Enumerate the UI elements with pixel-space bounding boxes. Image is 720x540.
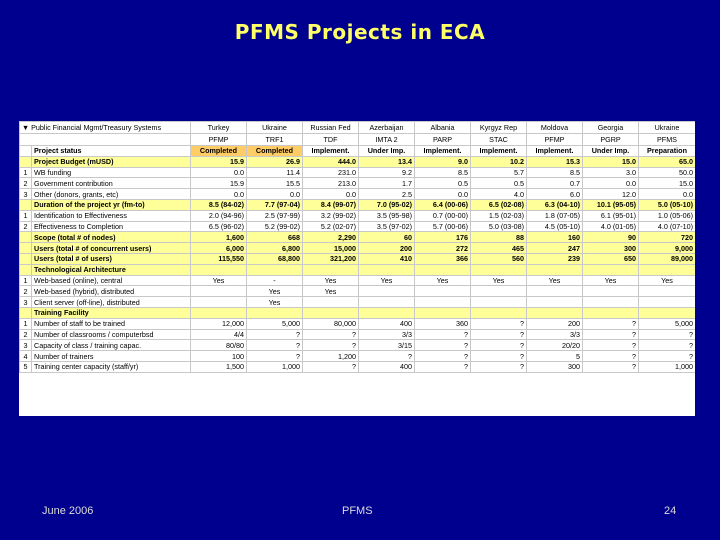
table-cell: Yes (471, 275, 527, 286)
column-country: Turkey (191, 122, 247, 134)
table-row (20, 178, 696, 189)
table-cell: 3.0 (583, 167, 639, 178)
table-cell: ? (471, 329, 527, 340)
table-row (20, 361, 696, 372)
table-cell (303, 307, 359, 318)
table-cell: 4.0 (01-05) (583, 221, 639, 232)
table-cell: 6.5 (96-02) (191, 221, 247, 232)
table-cell: 4.0 (471, 189, 527, 200)
table-cell: 300 (527, 361, 583, 372)
table-cell: 1.7 (359, 178, 415, 189)
row-label: Number of trainers (32, 351, 191, 362)
table-cell: Completed (247, 146, 303, 157)
table-cell: 8.5 (415, 167, 471, 178)
table-cell (527, 286, 583, 297)
table-cell: Yes (247, 286, 303, 297)
row-number: 2 (20, 286, 32, 297)
column-project-code: PFMS (639, 134, 696, 146)
row-number (20, 156, 32, 167)
column-country: Moldova (527, 122, 583, 134)
table-cell: 2,290 (303, 232, 359, 243)
table-cell: 4/4 (191, 329, 247, 340)
header-spacer (20, 134, 191, 146)
table-cell: 1.5 (02-03) (471, 210, 527, 221)
projects-table (19, 121, 695, 373)
table-cell: ? (583, 361, 639, 372)
table-cell: 1,200 (303, 351, 359, 362)
table-cell (527, 297, 583, 308)
table-cell: 650 (583, 253, 639, 264)
row-label: Number of classrooms / computerbsd (32, 329, 191, 340)
table-cell (471, 264, 527, 275)
table-cell: 176 (415, 232, 471, 243)
table-cell: 88 (471, 232, 527, 243)
row-number: 3 (20, 189, 32, 200)
row-number: 1 (20, 167, 32, 178)
table-cell (527, 307, 583, 318)
header-row-project (20, 134, 696, 146)
table-cell (247, 264, 303, 275)
table-cell (583, 297, 639, 308)
table-row (20, 232, 696, 243)
table-row (20, 297, 696, 308)
table-cell (639, 264, 696, 275)
table-cell (191, 297, 247, 308)
table-cell (471, 297, 527, 308)
table-cell: ? (471, 318, 527, 329)
table-cell: - (247, 275, 303, 286)
table-cell: ? (471, 340, 527, 351)
table-cell (415, 286, 471, 297)
table-cell: 90 (583, 232, 639, 243)
table-cell: ? (415, 340, 471, 351)
table-row (20, 340, 696, 351)
table-cell: 0.7 (00-00) (415, 210, 471, 221)
table-cell: 80/80 (191, 340, 247, 351)
table-cell: ? (639, 340, 696, 351)
table-cell: 9,000 (639, 243, 696, 254)
row-number (20, 264, 32, 275)
table-row (20, 146, 696, 157)
table-cell: 115,550 (191, 253, 247, 264)
table-cell: ? (415, 361, 471, 372)
table-cell: 5.0 (03-08) (471, 221, 527, 232)
table-cell: Implement. (471, 146, 527, 157)
table-cell: Yes (191, 275, 247, 286)
table-cell: 560 (471, 253, 527, 264)
table-cell: 400 (359, 318, 415, 329)
column-country: Ukraine (639, 122, 696, 134)
table-cell: 231.0 (303, 167, 359, 178)
table-cell: ? (583, 318, 639, 329)
table-cell: 5.2 (99-02) (247, 221, 303, 232)
table-cell (639, 307, 696, 318)
table-cell: 1.0 (05-06) (639, 210, 696, 221)
table-cell: 1,000 (639, 361, 696, 372)
table-cell (527, 264, 583, 275)
table-cell: 360 (415, 318, 471, 329)
table-cell: 0.7 (527, 178, 583, 189)
table-cell: 0.0 (583, 178, 639, 189)
table-cell (303, 297, 359, 308)
row-label: Project Budget (mUSD) (32, 156, 191, 167)
row-label: Technological Architecture (32, 264, 191, 275)
table-cell: 11.4 (247, 167, 303, 178)
table-cell: 5 (527, 351, 583, 362)
table-cell: ? (471, 351, 527, 362)
row-number (20, 232, 32, 243)
table-cell: 3.5 (97-02) (359, 221, 415, 232)
projects-table-container (19, 121, 695, 416)
table-cell: Under Imp. (359, 146, 415, 157)
row-label: Effectiveness to Completion (32, 221, 191, 232)
row-label: Users (total # of users) (32, 253, 191, 264)
table-cell: 5.2 (02-07) (303, 221, 359, 232)
table-cell: 4.0 (07-10) (639, 221, 696, 232)
table-cell: 4.5 (05-10) (527, 221, 583, 232)
table-cell: 1,000 (247, 361, 303, 372)
table-cell: ? (247, 340, 303, 351)
table-cell: 465 (471, 243, 527, 254)
table-cell: 15,000 (303, 243, 359, 254)
row-label: Identification to Effectiveness (32, 210, 191, 221)
table-row (20, 243, 696, 254)
table-cell: 12.0 (583, 189, 639, 200)
table-row (20, 351, 696, 362)
table-cell: 50.0 (639, 167, 696, 178)
table-cell: 5.7 (471, 167, 527, 178)
footer-date: June 2006 (42, 505, 94, 517)
row-label: Other (donors, grants, etc) (32, 189, 191, 200)
row-label: Project status (32, 146, 191, 157)
table-row (20, 221, 696, 232)
table-cell (415, 264, 471, 275)
row-number: 2 (20, 329, 32, 340)
table-cell: ? (247, 329, 303, 340)
table-cell (303, 264, 359, 275)
row-number: 2 (20, 221, 32, 232)
table-cell (415, 297, 471, 308)
table-row (20, 189, 696, 200)
column-country: Ukraine (247, 122, 303, 134)
table-cell: ? (415, 329, 471, 340)
row-number: 2 (20, 178, 32, 189)
table-cell: 6.1 (95-01) (583, 210, 639, 221)
column-project-code: PGRP (583, 134, 639, 146)
table-cell: 3/3 (359, 329, 415, 340)
table-cell: 0.0 (415, 189, 471, 200)
table-cell: 272 (415, 243, 471, 254)
table-cell (583, 264, 639, 275)
column-country: Russian Fed (303, 122, 359, 134)
table-cell: ? (303, 329, 359, 340)
table-cell: 80,000 (303, 318, 359, 329)
table-cell: Yes (303, 286, 359, 297)
row-number (20, 146, 32, 157)
table-cell: ? (247, 351, 303, 362)
table-cell: 7.0 (95-02) (359, 199, 415, 210)
table-cell: 5,000 (247, 318, 303, 329)
table-cell: 668 (247, 232, 303, 243)
table-cell: 15.5 (247, 178, 303, 189)
row-label: Client server (off-line), distributed (32, 297, 191, 308)
table-cell: 0.0 (191, 167, 247, 178)
table-row (20, 167, 696, 178)
column-country: Azerbaijan (359, 122, 415, 134)
table-cell: 3/15 (359, 340, 415, 351)
column-project-code: PFMP (527, 134, 583, 146)
table-cell: 3/3 (527, 329, 583, 340)
table-cell: Yes (415, 275, 471, 286)
table-cell: 15.0 (639, 178, 696, 189)
footer-page-number: 24 (664, 505, 677, 517)
table-cell: 200 (359, 243, 415, 254)
table-cell (639, 286, 696, 297)
table-cell: 20/20 (527, 340, 583, 351)
table-cell (191, 307, 247, 318)
table-cell: Yes (527, 275, 583, 286)
table-cell (359, 297, 415, 308)
table-cell: 200 (527, 318, 583, 329)
column-country: Georgia (583, 122, 639, 134)
header-label: ▼ Public Financial Mgmt/Treasury Systems (20, 122, 191, 134)
table-cell (191, 264, 247, 275)
table-cell: 15.0 (583, 156, 639, 167)
row-label: Users (total # of concurrent users) (32, 243, 191, 254)
table-cell: 9.0 (415, 156, 471, 167)
table-cell: 13.4 (359, 156, 415, 167)
table-cell (639, 297, 696, 308)
table-cell: 300 (583, 243, 639, 254)
table-row (20, 253, 696, 264)
column-country: Albania (415, 122, 471, 134)
table-cell: 3.5 (95-98) (359, 210, 415, 221)
table-cell (471, 307, 527, 318)
header-row-country (20, 122, 696, 134)
table-cell: 9.2 (359, 167, 415, 178)
table-cell: 1,600 (191, 232, 247, 243)
table-cell: Preparation (639, 146, 696, 157)
table-cell: Yes (247, 297, 303, 308)
row-label: Web-based (hybrid), distributed (32, 286, 191, 297)
table-cell: 6,800 (247, 243, 303, 254)
table-cell: Completed (191, 146, 247, 157)
row-label: Number of staff to be trained (32, 318, 191, 329)
table-cell: 0.0 (639, 189, 696, 200)
table-cell (415, 307, 471, 318)
row-label: Training center capacity (staff/yr) (32, 361, 191, 372)
table-cell: 68,800 (247, 253, 303, 264)
table-cell: ? (583, 340, 639, 351)
table-row (20, 318, 696, 329)
table-cell: 60 (359, 232, 415, 243)
table-cell: 15.9 (191, 178, 247, 189)
table-cell: ? (415, 351, 471, 362)
table-cell: 10.2 (471, 156, 527, 167)
row-number (20, 199, 32, 210)
table-cell: 6.0 (527, 189, 583, 200)
table-cell: 65.0 (639, 156, 696, 167)
table-cell: 410 (359, 253, 415, 264)
table-row (20, 156, 696, 167)
row-number: 1 (20, 210, 32, 221)
section-header-row (20, 307, 696, 318)
column-project-code: TRF1 (247, 134, 303, 146)
table-cell: 6.4 (00-06) (415, 199, 471, 210)
footer-center: PFMS (342, 505, 373, 517)
table-cell: ? (303, 340, 359, 351)
table-cell (359, 264, 415, 275)
table-cell: 8.5 (84-02) (191, 199, 247, 210)
table-cell (191, 286, 247, 297)
row-number: 3 (20, 297, 32, 308)
table-cell: ? (471, 361, 527, 372)
table-row (20, 275, 696, 286)
table-cell (247, 307, 303, 318)
row-label: Training Facility (32, 307, 191, 318)
table-cell: 444.0 (303, 156, 359, 167)
table-cell: 26.9 (247, 156, 303, 167)
table-cell: 100 (191, 351, 247, 362)
table-cell: 2.5 (359, 189, 415, 200)
row-number (20, 307, 32, 318)
table-cell: 6,000 (191, 243, 247, 254)
column-project-code: IMTA 2 (359, 134, 415, 146)
table-cell: 247 (527, 243, 583, 254)
table-cell: 2.5 (97-99) (247, 210, 303, 221)
table-cell: 5,000 (639, 318, 696, 329)
table-cell: 8.4 (99-07) (303, 199, 359, 210)
table-cell: ? (639, 329, 696, 340)
section-header-row (20, 264, 696, 275)
row-number: 4 (20, 351, 32, 362)
table-cell: 6.5 (02-08) (471, 199, 527, 210)
table-cell (583, 286, 639, 297)
column-project-code: PFMP (191, 134, 247, 146)
row-label: Scope (total # of nodes) (32, 232, 191, 243)
table-cell: ? (583, 329, 639, 340)
table-cell: 1.8 (07-05) (527, 210, 583, 221)
table-cell: ? (583, 351, 639, 362)
row-number (20, 253, 32, 264)
column-project-code: PARP (415, 134, 471, 146)
table-cell: 6.3 (04-10) (527, 199, 583, 210)
table-cell: 5.0 (05-10) (639, 199, 696, 210)
table-cell: 366 (415, 253, 471, 264)
table-cell: 12,000 (191, 318, 247, 329)
row-number: 1 (20, 275, 32, 286)
table-row (20, 329, 696, 340)
column-project-code: STAC (471, 134, 527, 146)
table-row (20, 210, 696, 221)
table-cell: ? (359, 351, 415, 362)
row-label: Capacity of class / training capac. (32, 340, 191, 351)
column-country: Kyrgyz Rep (471, 122, 527, 134)
table-cell: 8.5 (527, 167, 583, 178)
table-row (20, 199, 696, 210)
table-cell: 10.1 (95-05) (583, 199, 639, 210)
row-label: Government contribution (32, 178, 191, 189)
table-cell (359, 307, 415, 318)
table-cell (471, 286, 527, 297)
table-cell: Implement. (303, 146, 359, 157)
table-cell: 15.9 (191, 156, 247, 167)
row-label: WB funding (32, 167, 191, 178)
table-cell: 0.5 (471, 178, 527, 189)
table-cell: Yes (359, 275, 415, 286)
table-cell: Implement. (527, 146, 583, 157)
table-cell: 3.2 (99-02) (303, 210, 359, 221)
table-cell: 7.7 (97-04) (247, 199, 303, 210)
table-cell: 239 (527, 253, 583, 264)
row-label: Duration of the project yr (fm-to) (32, 199, 191, 210)
row-label: Web-based (online), central (32, 275, 191, 286)
table-cell: 0.5 (415, 178, 471, 189)
table-cell: 1,500 (191, 361, 247, 372)
table-cell: 160 (527, 232, 583, 243)
row-number (20, 243, 32, 254)
table-cell: Implement. (415, 146, 471, 157)
table-cell: 89,000 (639, 253, 696, 264)
table-cell: Yes (303, 275, 359, 286)
table-cell: Under Imp. (583, 146, 639, 157)
table-cell: 0.0 (303, 189, 359, 200)
table-cell (583, 307, 639, 318)
row-number: 1 (20, 318, 32, 329)
table-cell: ? (639, 351, 696, 362)
table-cell (359, 286, 415, 297)
table-row (20, 286, 696, 297)
table-cell: 400 (359, 361, 415, 372)
table-cell: 213.0 (303, 178, 359, 189)
table-cell: ? (303, 361, 359, 372)
table-cell: Yes (639, 275, 696, 286)
slide-title: PFMS Projects in ECA (234, 20, 486, 44)
table-cell: 321,200 (303, 253, 359, 264)
table-cell: 720 (639, 232, 696, 243)
column-project-code: TDF (303, 134, 359, 146)
table-cell: Yes (583, 275, 639, 286)
table-cell: 5.7 (00-06) (415, 221, 471, 232)
table-cell: 2.0 (94-96) (191, 210, 247, 221)
row-number: 5 (20, 361, 32, 372)
table-cell: 15.3 (527, 156, 583, 167)
row-number: 3 (20, 340, 32, 351)
table-cell: 0.0 (191, 189, 247, 200)
table-cell: 0.0 (247, 189, 303, 200)
